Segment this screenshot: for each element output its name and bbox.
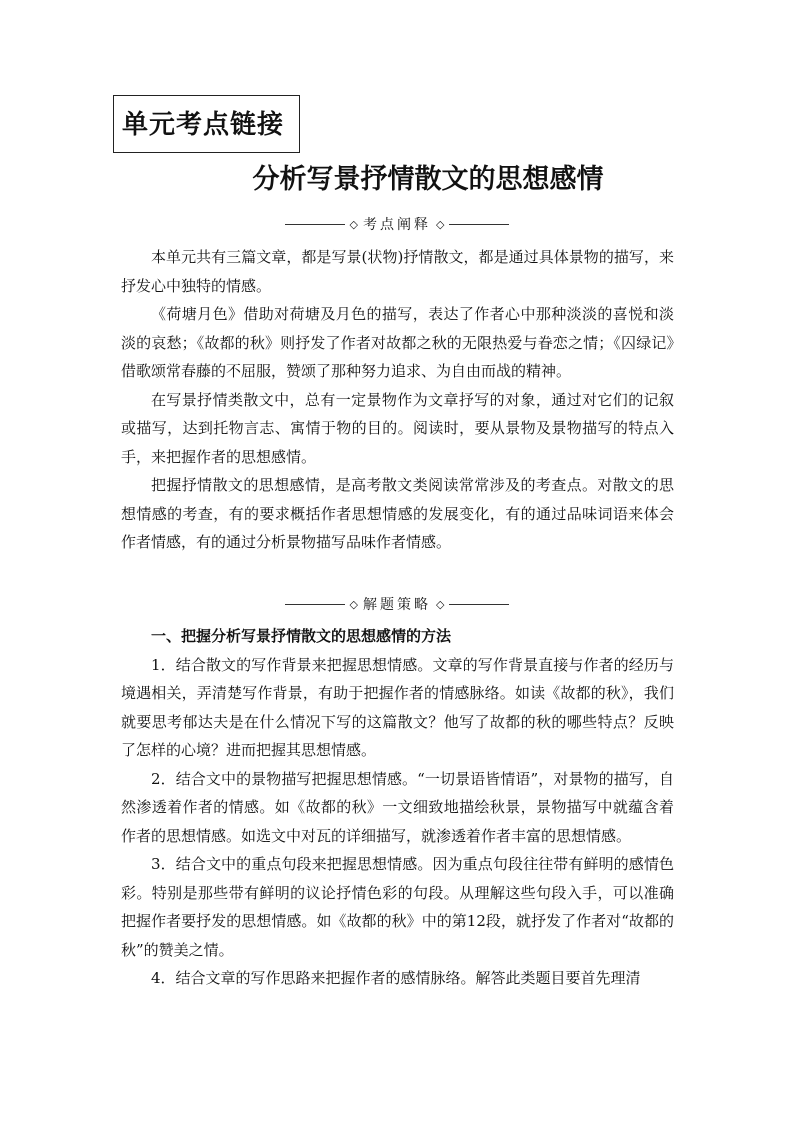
section-explanation-body: [121, 243, 674, 557]
paragraph: 3．结合文中的重点句段来把握思想情感。因为重点句段往往带有鲜明的感情色彩。特别是那些带有鲜明的议论抒情色彩的句段。从理解这些句段入手，可以准确把握作者要抒发的思想情感。如《故都的秋》中的第12段，就抒发了作者对“故都的秋”的赞美之情。: [121, 855, 674, 959]
section-divider-explanation: [0, 214, 794, 234]
section-divider-strategy: [0, 594, 794, 614]
paragraph: 1．结合散文的写作背景来把握思想情感。文章的写作背景直接与作者的经历与境遇相关，弄清楚写作背景，有助于把握作者的情感脉络。如读《故都的秋》，我们就要思考郁达夫是在什么情况下写的这篇散文？他写了故都的秋的哪些特点？反映了怎样的心境？进而把握其思想情感。: [121, 655, 674, 759]
section-strategy-body: [121, 622, 674, 993]
diamond-icon: ◇: [436, 217, 445, 231]
paragraph: 2．结合文中的景物描写把握思想情感。“一切景语皆情语”，对景物的描写，自然渗透着作者的情感。如《故都的秋》一文细致地描绘秋景，景物描写中就蕴含着作者的思想情感。如选文中对瓦的详细描写，就渗透着作者丰富的思想情感。: [121, 769, 674, 845]
page-title: 分析写景抒情散文的思想感情: [252, 164, 604, 195]
subheading: 一、把握分析写景抒情散文的思想感情的方法: [151, 627, 452, 645]
paragraph: 《荷塘月色》借助对荷塘及月色的描写，表达了作者心中那种淡淡的喜悦和淡淡的哀愁；《故都的秋》则抒发了作者对故都之秋的无限热爱与眷恋之情；《囚绿记》借歌颂常春藤的不屈服，赞颂了那种努力追求、为自由而战的精神。: [121, 305, 674, 380]
paragraph: 本单元共有三篇文章，都是写景(状物)抒情散文，都是通过具体景物的描写，来抒发心中独特的情感。: [121, 248, 674, 295]
paragraph: 在写景抒情类散文中，总有一定景物作为文章抒写的对象，通过对它们的记叙或描写，达到托物言志、寓情于物的目的。阅读时，要从景物及景物描写的特点入手，来把握作者的思想感情。: [121, 390, 674, 466]
divider-line: [449, 224, 509, 225]
divider-line: [449, 604, 509, 605]
diamond-icon: ◇: [349, 217, 358, 231]
unit-label: 单元考点链接: [122, 110, 285, 140]
paragraph: 4．结合文章的写作思路来把握作者的感情脉络。解答此类题目要首先理清: [151, 969, 641, 987]
section-heading-strategy: 解题策略: [363, 597, 431, 613]
divider-line: [285, 224, 345, 225]
divider-line: [285, 604, 345, 605]
unit-label-box: [113, 95, 300, 153]
diamond-icon: ◇: [349, 597, 358, 611]
paragraph: 把握抒情散文的思想感情，是高考散文类阅读常常涉及的考查点。对散文的思想情感的考查，有的要求概括作者思想情感的发展变化，有的通过品味词语来体会作者情感，有的通过分析景物描写品味作者情感。: [121, 476, 674, 551]
section-heading-explanation: 考点阐释: [363, 217, 431, 233]
diamond-icon: ◇: [436, 597, 445, 611]
